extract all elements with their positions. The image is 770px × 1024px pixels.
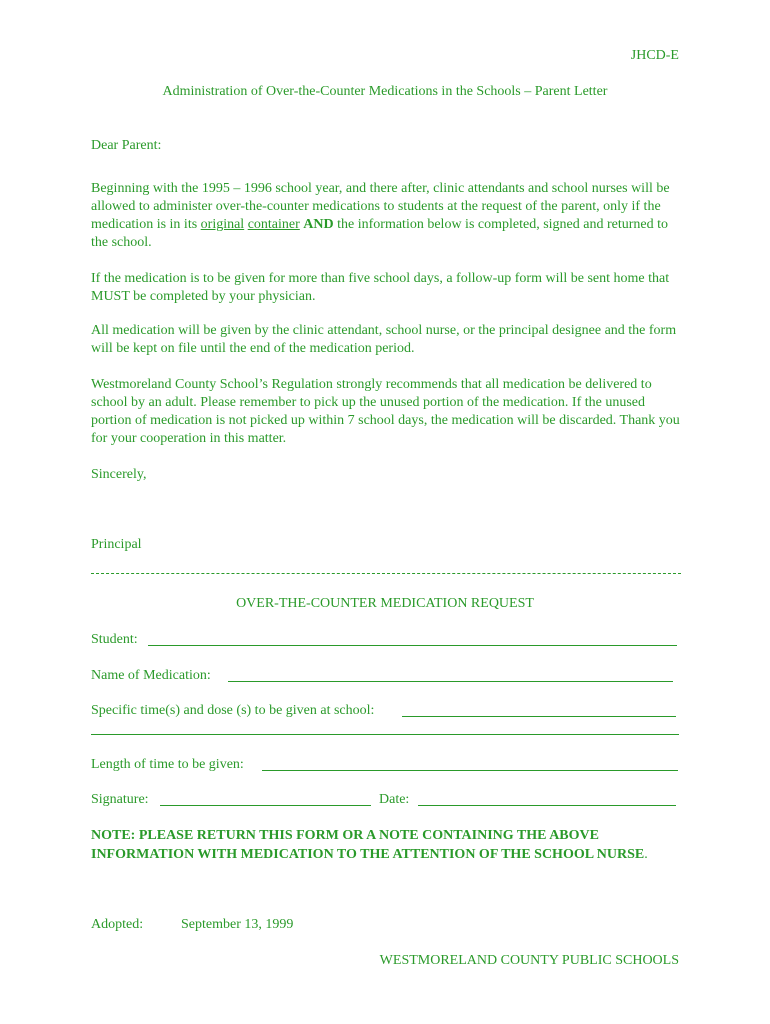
return-note-period: . — [644, 847, 648, 862]
date-field[interactable] — [418, 805, 676, 806]
signer-title: Principal — [91, 537, 142, 552]
date-label: Date: — [379, 792, 410, 807]
student-label: Student: — [91, 632, 138, 647]
signature-label: Signature: — [91, 792, 149, 807]
return-note — [91, 826, 661, 864]
length-field[interactable] — [262, 770, 678, 771]
closing: Sincerely, — [91, 467, 147, 482]
paragraph-administration: All medication will be given by the clinic attendant, school nurse, or the principal designee and the form will be kept on file until the end of the medication period. — [91, 323, 677, 356]
medication-label: Name of Medication: — [91, 668, 211, 683]
intro-text-end: the information below is completed, signed and returned to the school. — [91, 217, 668, 250]
letter-title: Administration of Over-the-Counter Medications in the Schools – Parent Letter — [162, 84, 608, 99]
length-label: Length of time to be given: — [91, 757, 244, 772]
document-code: JHCD-E — [630, 48, 679, 63]
intro-text-start: Beginning with the 1995 – 1996 school year, and there after, clinic attendants and school nurses will be allowed to administer over-the-counter medications to students at the request of the parent, only if the medication is in its — [91, 181, 670, 232]
and-word: AND — [303, 217, 334, 232]
footer-district: WESTMORELAND COUNTY PUBLIC SCHOOLS — [379, 953, 679, 968]
student-field[interactable] — [148, 645, 677, 646]
container-word: container — [247, 217, 300, 232]
time-dose-field[interactable] — [402, 716, 676, 717]
salutation: Dear Parent: — [91, 138, 162, 153]
original-word: original — [200, 217, 245, 232]
medication-field[interactable] — [228, 681, 673, 682]
form-heading: OVER-THE-COUNTER MEDICATION REQUEST — [236, 596, 534, 611]
return-note-text: NOTE: PLEASE RETURN THIS FORM OR A NOTE CONTAINING THE ABOVE INFORMATION WITH MEDICATION TO THE ATTENTION OF THE SCHOOL NURSE — [91, 828, 645, 862]
cut-line — [91, 573, 681, 574]
paragraph-regulation: Westmoreland County School’s Regulation strongly recommends that all medication be delivered to school by an adult. Please remember to pick up the unused portion of the medication. If the unused portion of medication is not picked up within 7 school days, the medication will be discarded. Thank you for your cooperation in this matter. — [91, 377, 680, 446]
time-dose-field-continued[interactable] — [91, 734, 679, 735]
time-dose-label: Specific time(s) and dose (s) to be given at school: — [91, 703, 375, 718]
paragraph-intro — [91, 180, 681, 252]
paragraph-follow-up: If the medication is to be given for more than five school days, a follow-up form will be sent home that MUST be completed by your physician. — [91, 271, 670, 304]
adopted-date: September 13, 1999 — [181, 917, 294, 932]
signature-field[interactable] — [160, 805, 371, 806]
adopted-label: Adopted: — [91, 917, 144, 932]
